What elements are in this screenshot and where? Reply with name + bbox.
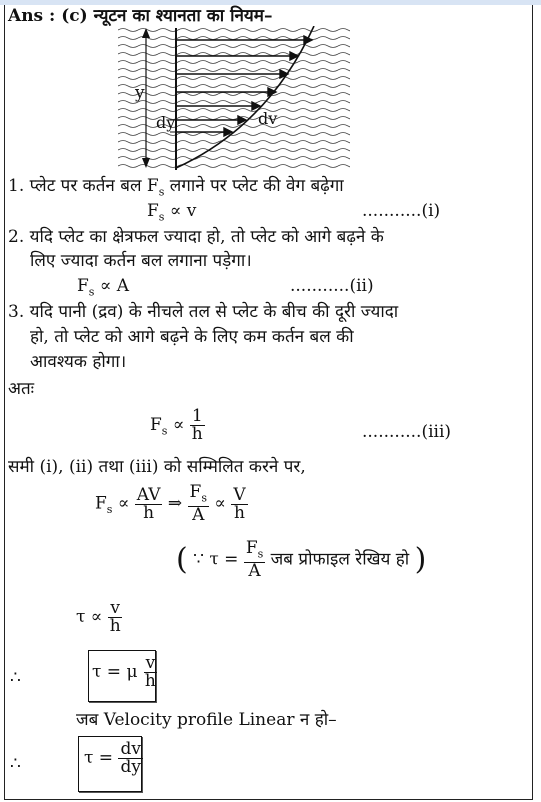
therefore-1: ∴: [10, 668, 21, 688]
nonlinear-note: जब Velocity profile Linear न हो–: [76, 710, 337, 730]
equation-1: $F_s \propto v$: [147, 201, 197, 224]
equation-3: $F_s$ ∝ $\frac{1}{h}$: [150, 406, 203, 444]
point-3-line-1: 3. यदि पानी (द्रव) के नीचले तल से प्लेट के बीच की दूरी ज्यादा: [8, 302, 399, 322]
equation-1-tag: ...........(i): [362, 201, 441, 221]
combine-text: समी (i), (ii) तथा (iii) को सम्मिलित करने पर,: [8, 457, 306, 477]
answer-heading: Ans : (c) न्यूटन का श्यानता का नियम–: [8, 6, 273, 26]
label-dv: dv: [258, 109, 278, 128]
ataha-label: अतः: [8, 379, 35, 399]
equation-3-tag: ...........(iii): [362, 422, 452, 442]
point-2-line-2: लिए ज्यादा कर्तन बल लगाना पड़ेगा।: [30, 251, 252, 271]
equation-5: τ ∝ $\frac{v}{h}$: [76, 598, 121, 636]
fluid-hatching: [118, 28, 350, 170]
therefore-2: ∴: [10, 754, 21, 774]
equation-7: τ = $\frac{dv}{dy}$: [84, 739, 141, 777]
point-3-line-2: हो, तो प्लेट को आगे बढ़ने के लिए कम कर्तन बल की: [30, 327, 354, 347]
equation-2: $F_s \propto A$: [77, 276, 130, 299]
condition-note: ( ∵ τ = $\frac{F_s}{A}$ जब प्रोफाइल रेखिय हो ): [176, 538, 427, 582]
point-1: 1. प्लेट पर कर्तन बल $F_s$ लगाने पर प्लेट की वेग बढ़ेगा: [8, 176, 344, 199]
paren-open: (: [176, 542, 188, 578]
equation-4: $F_s$ ∝ $\frac{AV}{h}$ ⇒ $\frac{F_s}{A}$ ∝ $\frac{V}{h}$: [95, 482, 246, 526]
paren-close: ): [414, 542, 427, 578]
label-y: y: [135, 83, 145, 103]
equation-2-tag: ...........(ii): [290, 276, 374, 296]
point-2-line-1: 2. यदि प्लेट का क्षेत्रफल ज्यादा हो, तो प्लेट को आगे बढ़ने के: [8, 227, 384, 247]
equation-6: τ = μ $\frac{v}{h}$: [92, 653, 156, 691]
velocity-profile-figure: [118, 26, 350, 172]
label-dy: dy: [156, 113, 176, 132]
point-3-line-3: आवश्यक होगा।: [30, 352, 127, 372]
